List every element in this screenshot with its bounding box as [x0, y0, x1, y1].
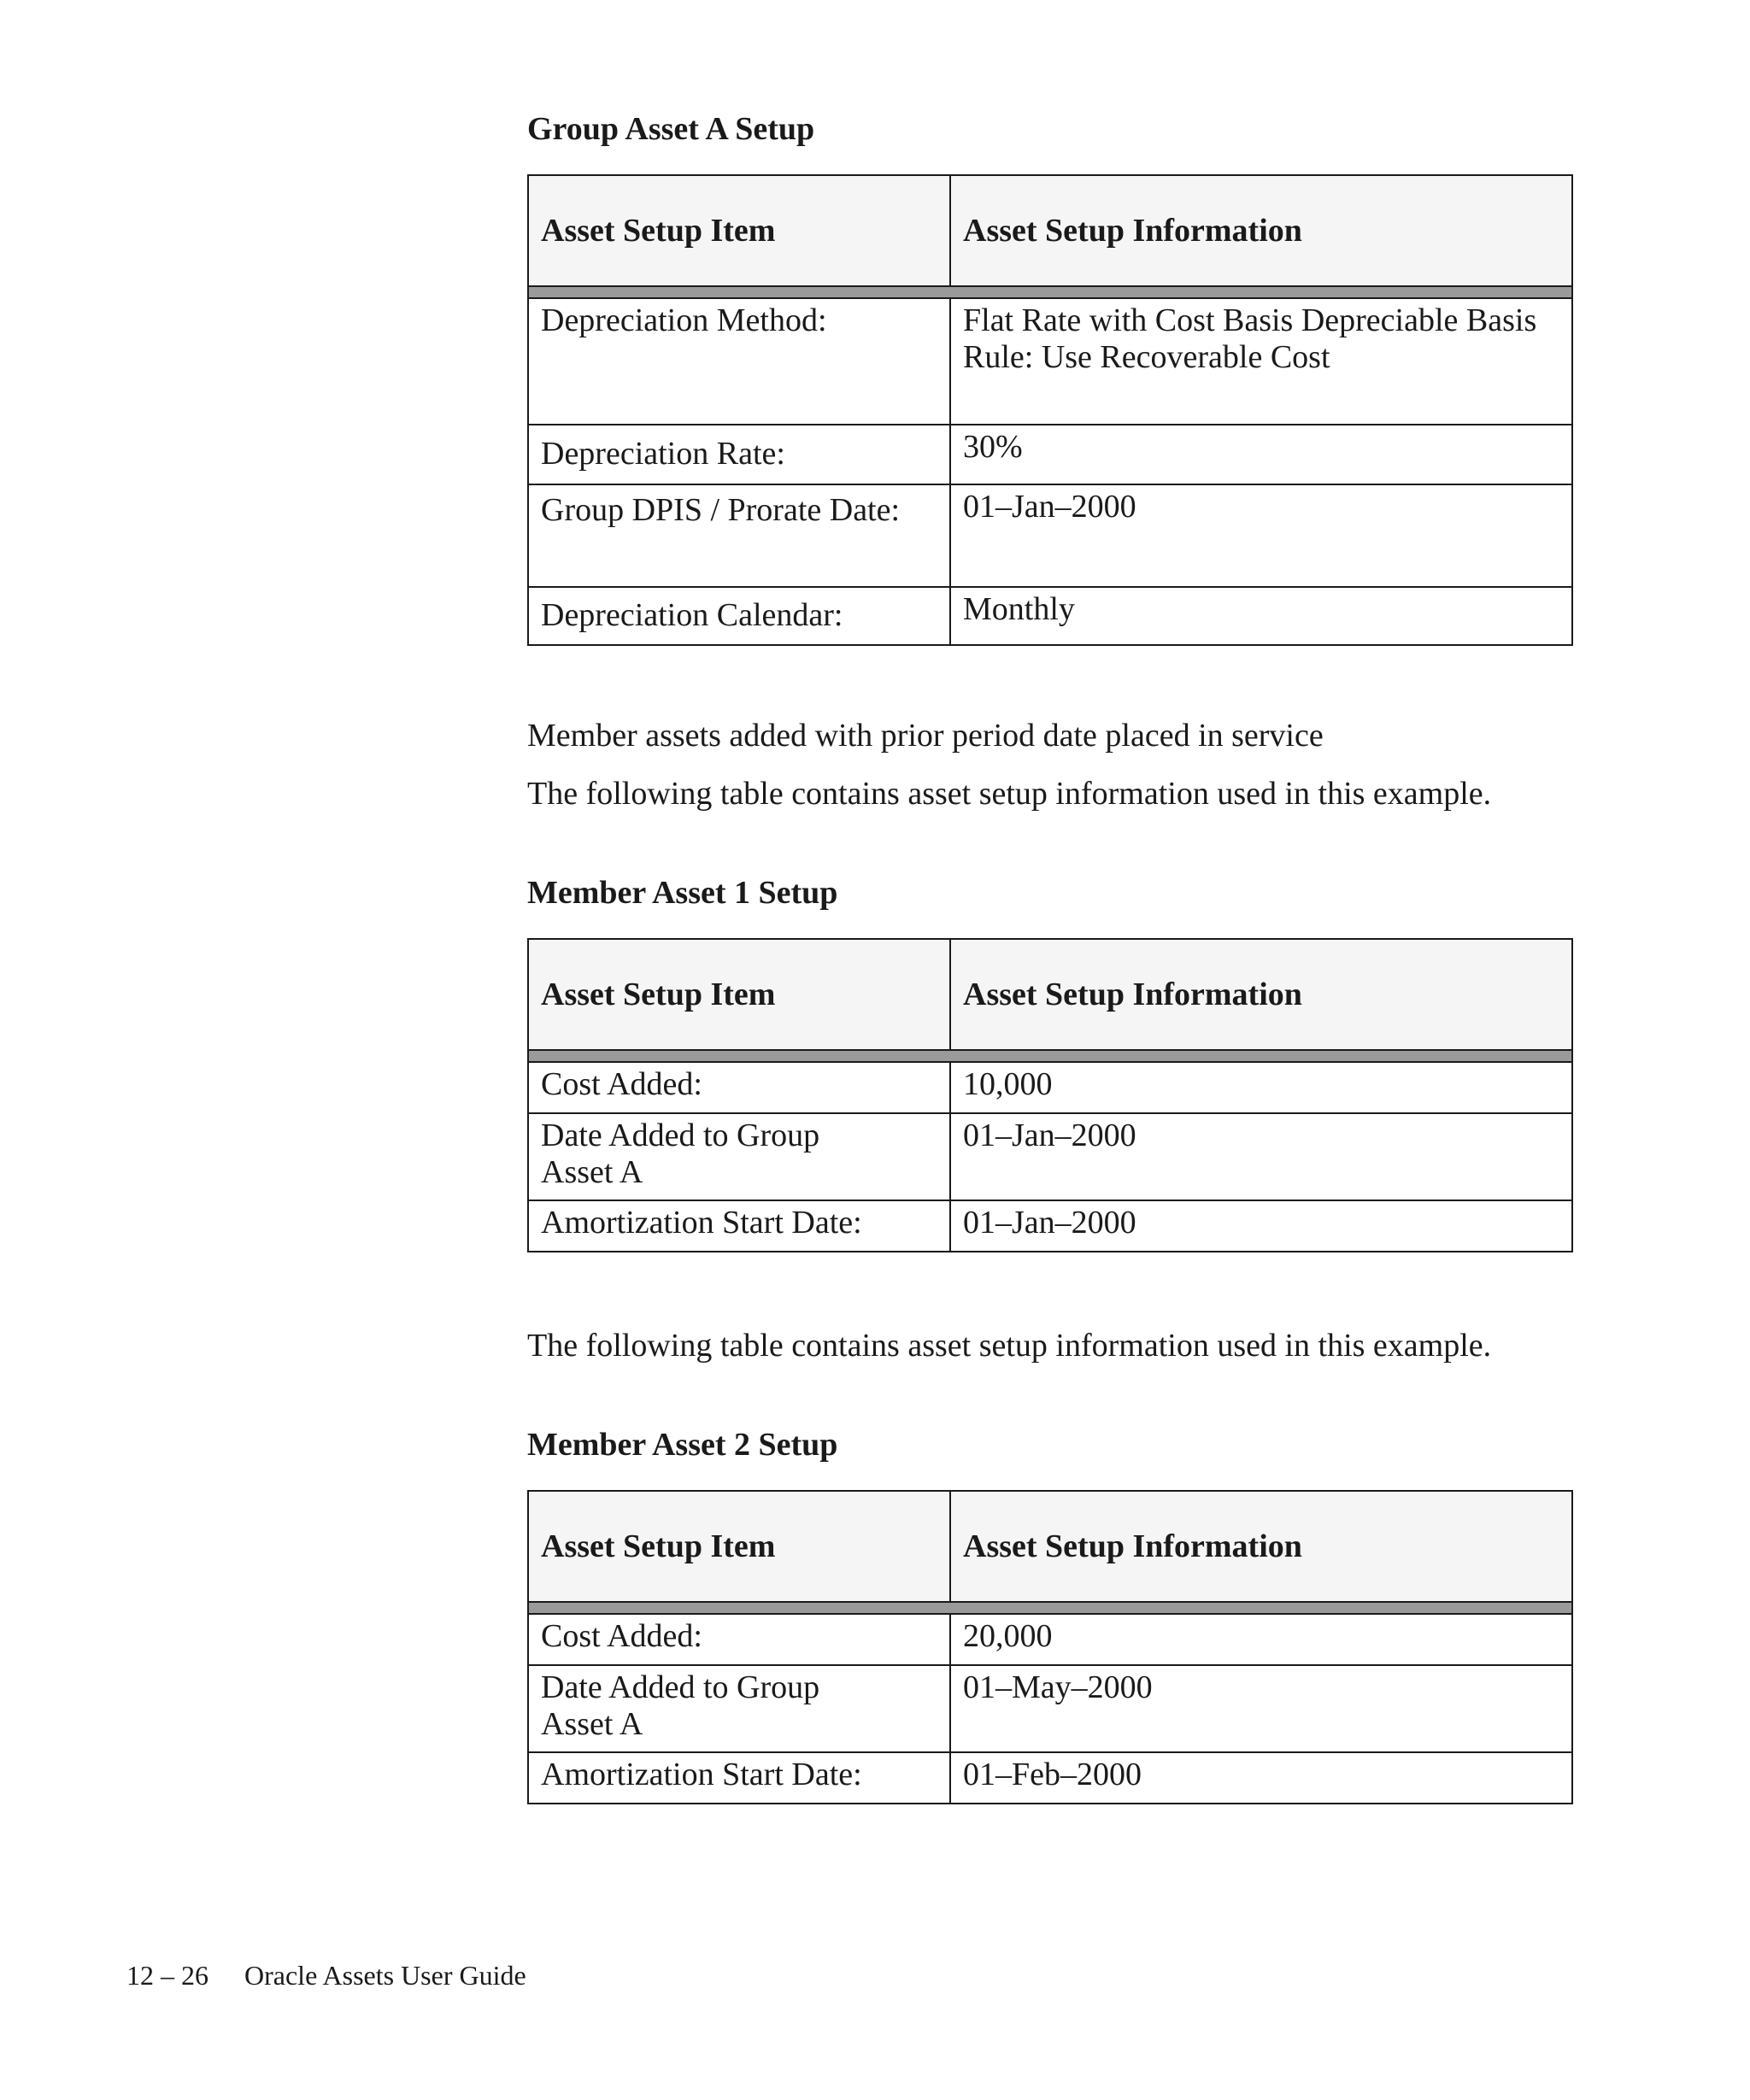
- book-title: Oracle Assets User Guide: [244, 1960, 526, 1991]
- member-asset-1-title: Member Asset 1 Setup: [527, 875, 838, 911]
- table-row: [528, 1665, 1572, 1752]
- row-item: Date Added to Group Asset A: [528, 1665, 950, 1752]
- member-asset-2-title: Member Asset 2 Setup: [527, 1427, 838, 1463]
- table-intro-2-section: [527, 1326, 1571, 1365]
- group-asset-a-table: [527, 174, 1573, 646]
- row-item: Cost Added:: [528, 1614, 950, 1665]
- row-info: 01–Jan–2000: [950, 1200, 1572, 1252]
- row-info: Monthly: [950, 587, 1572, 645]
- table-row: [528, 587, 1572, 645]
- header-separator: [528, 1602, 1572, 1614]
- header-asset-setup-information: Asset Setup Information: [950, 175, 1572, 286]
- table-intro-text-1: The following table contains asset setup information used in this example.: [527, 776, 1492, 812]
- row-item: Date Added to Group Asset A: [528, 1113, 950, 1200]
- table-intro-text-2: The following table contains asset setup information used in this example.: [527, 1328, 1492, 1364]
- header-separator: [528, 286, 1572, 298]
- row-item: Depreciation Rate:: [528, 425, 950, 484]
- row-info: 01–Jan–2000: [950, 484, 1572, 587]
- row-info: Flat Rate with Cost Basis Depreciable Basis Rule: Use Recoverable Cost: [950, 298, 1572, 425]
- member-asset-2-table-wrap: [527, 1490, 1571, 1804]
- table-row: [528, 298, 1572, 425]
- member-intro-text: Member assets added with prior period date placed in service: [527, 718, 1324, 754]
- row-info: 10,000: [950, 1062, 1572, 1113]
- table-row: [528, 1200, 1572, 1252]
- member-asset-1-section: [527, 873, 1571, 912]
- table-row: [528, 1614, 1572, 1665]
- row-item: Amortization Start Date:: [528, 1752, 950, 1804]
- table-row: [528, 1113, 1572, 1200]
- header-separator: [528, 1050, 1572, 1062]
- member-asset-2-section: [527, 1425, 1571, 1464]
- row-item: Amortization Start Date:: [528, 1200, 950, 1252]
- group-asset-a-table-wrap: [527, 174, 1571, 646]
- table-row: [528, 1062, 1572, 1113]
- member-asset-1-table: [527, 938, 1573, 1252]
- row-item: Group DPIS / Prorate Date:: [528, 484, 950, 587]
- header-asset-setup-item: Asset Setup Item: [528, 175, 950, 286]
- row-info: 20,000: [950, 1614, 1572, 1665]
- header-asset-setup-information: Asset Setup Information: [950, 1491, 1572, 1602]
- group-asset-a-title: Group Asset A Setup: [527, 111, 815, 147]
- table-row: [528, 1752, 1572, 1804]
- row-item: Depreciation Method:: [528, 298, 950, 425]
- row-info: 01–May–2000: [950, 1665, 1572, 1752]
- row-item: Cost Added:: [528, 1062, 950, 1113]
- page-number: 12 – 26: [126, 1960, 208, 1991]
- group-asset-a-section: [527, 109, 1571, 149]
- table-header-row: [528, 175, 1572, 286]
- table-header-row: [528, 1491, 1572, 1602]
- row-item: Depreciation Calendar:: [528, 587, 950, 645]
- table-row: [528, 484, 1572, 587]
- row-info: 30%: [950, 425, 1572, 484]
- table-header-row: [528, 939, 1572, 1050]
- header-asset-setup-item: Asset Setup Item: [528, 1491, 950, 1602]
- member-asset-1-table-wrap: [527, 938, 1571, 1252]
- table-intro-1-section: [527, 774, 1571, 813]
- row-info: 01–Feb–2000: [950, 1752, 1572, 1804]
- header-asset-setup-item: Asset Setup Item: [528, 939, 950, 1050]
- header-asset-setup-information: Asset Setup Information: [950, 939, 1572, 1050]
- table-row: [528, 425, 1572, 484]
- member-intro-section: [527, 716, 1571, 755]
- page-footer: [126, 1958, 526, 1992]
- member-asset-2-table: [527, 1490, 1573, 1804]
- row-info: 01–Jan–2000: [950, 1113, 1572, 1200]
